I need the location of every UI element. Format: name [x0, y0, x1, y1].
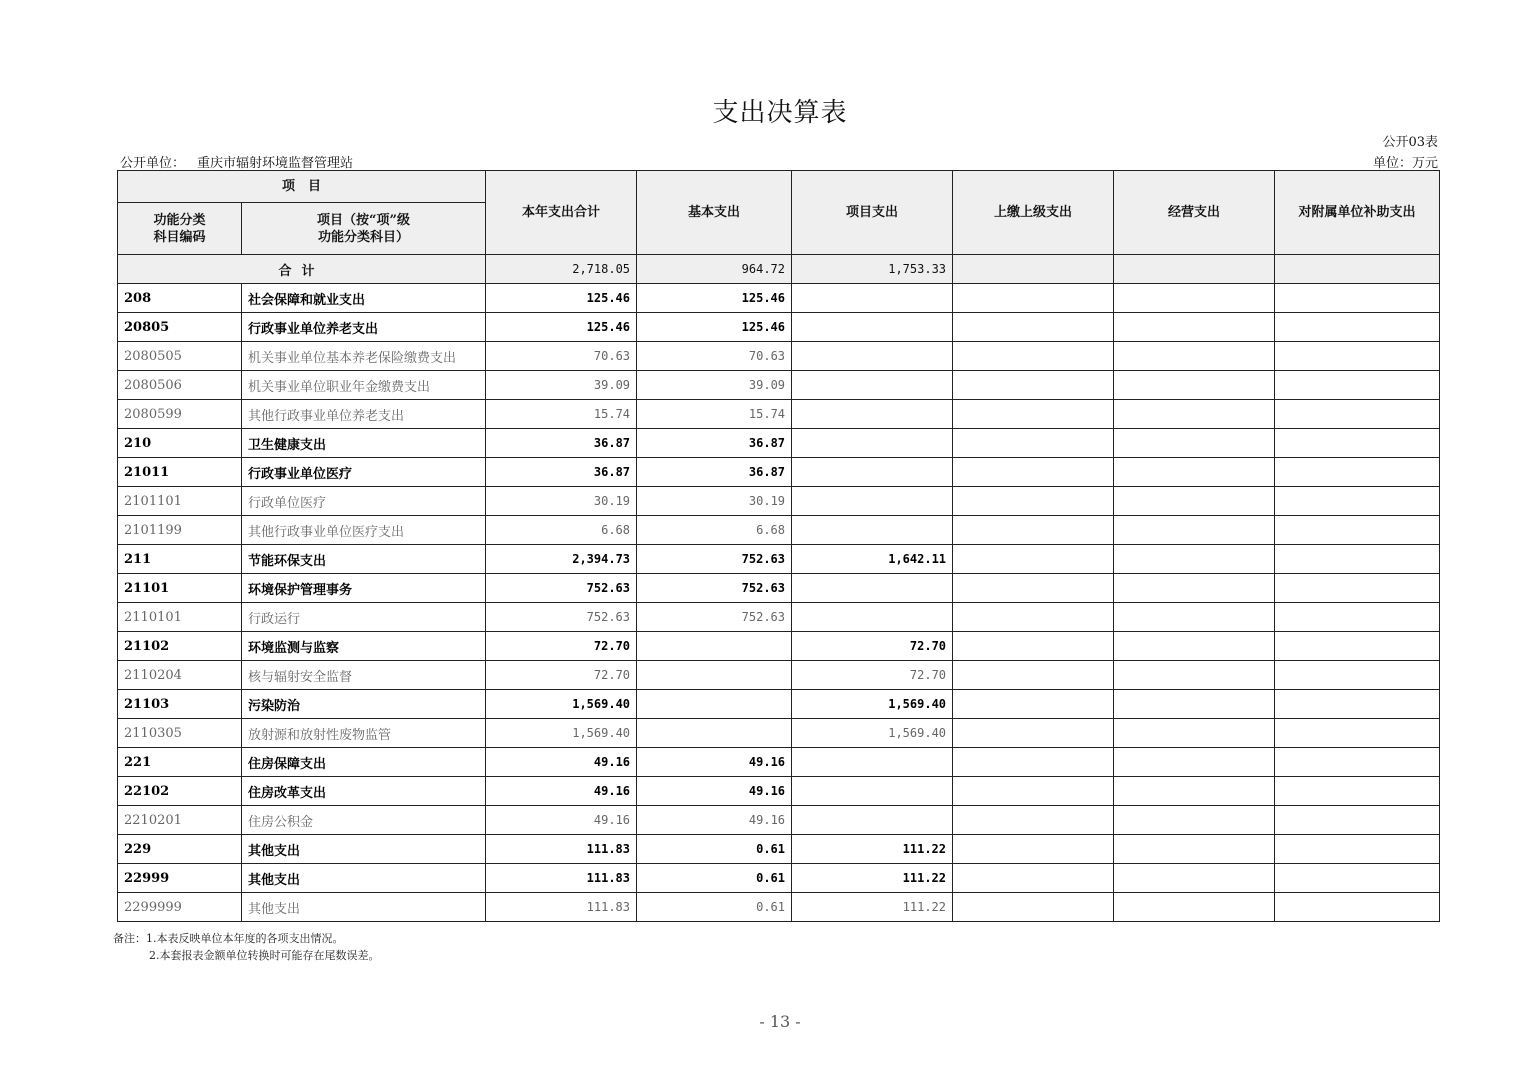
- business-cell: [1114, 893, 1275, 922]
- basic-cell: 70.63: [637, 342, 792, 371]
- total-cell: 111.83: [486, 864, 637, 893]
- table-row: [118, 777, 1440, 806]
- code-cell: 20805: [118, 313, 242, 342]
- subsidy-cell: [1275, 719, 1440, 748]
- name-cell: 行政运行: [242, 603, 486, 632]
- project-cell: [792, 516, 953, 545]
- upper-cell: [953, 690, 1114, 719]
- business-cell: [1114, 487, 1275, 516]
- note-2: 2.本套报表金额单位转换时可能存在尾数误差。: [149, 949, 380, 962]
- total-cell: 72.70: [486, 632, 637, 661]
- upper-cell: [953, 574, 1114, 603]
- project-cell: [792, 487, 953, 516]
- total-cell: 39.09: [486, 371, 637, 400]
- table-row: [118, 864, 1440, 893]
- code-cell: 210: [118, 429, 242, 458]
- subsidy-cell: [1275, 835, 1440, 864]
- project-cell: [792, 342, 953, 371]
- project-cell: [792, 458, 953, 487]
- name-cell: 机关事业单位基本养老保险缴费支出: [242, 342, 486, 371]
- upper-cell: [953, 545, 1114, 574]
- name-cell: 环境保护管理事务: [242, 574, 486, 603]
- upper-cell: [953, 371, 1114, 400]
- total-cell: 1,569.40: [486, 719, 637, 748]
- business-cell: [1114, 429, 1275, 458]
- basic-cell: [637, 632, 792, 661]
- basic-cell: 30.19: [637, 487, 792, 516]
- project-cell: [792, 748, 953, 777]
- project-cell: [792, 603, 953, 632]
- business-cell: [1114, 284, 1275, 313]
- name-cell: 节能环保支出: [242, 545, 486, 574]
- table-row: [118, 806, 1440, 835]
- table-row: [118, 284, 1440, 313]
- project-cell: 111.22: [792, 835, 953, 864]
- table-row: [118, 893, 1440, 922]
- business-cell: [1114, 313, 1275, 342]
- notes: [113, 930, 380, 964]
- project-cell: [792, 777, 953, 806]
- table-row: [118, 400, 1440, 429]
- subsidy-cell: [1275, 632, 1440, 661]
- subsidy-cell: [1275, 864, 1440, 893]
- upper-cell: [953, 400, 1114, 429]
- code-cell: 2299999: [118, 893, 242, 922]
- total-cell: 49.16: [486, 777, 637, 806]
- table-row: [118, 371, 1440, 400]
- basic-cell: [637, 690, 792, 719]
- code-cell: 2210201: [118, 806, 242, 835]
- total-cell: 111.83: [486, 835, 637, 864]
- project-cell: 1,569.40: [792, 690, 953, 719]
- project-cell: 1,642.11: [792, 545, 953, 574]
- business-cell: [1114, 603, 1275, 632]
- project-cell: [792, 574, 953, 603]
- subsidy-cell: [1275, 777, 1440, 806]
- name-cell: 环境监测与监察: [242, 632, 486, 661]
- business-cell: [1114, 661, 1275, 690]
- business-cell: [1114, 545, 1275, 574]
- upper-cell: [953, 661, 1114, 690]
- total-cell: 49.16: [486, 806, 637, 835]
- name-cell: 其他行政事业单位养老支出: [242, 400, 486, 429]
- reporting-unit: [120, 152, 353, 171]
- total-project: 1,753.33: [792, 255, 953, 284]
- subsidy-cell: [1275, 284, 1440, 313]
- basic-cell: 752.63: [637, 603, 792, 632]
- subsidy-cell: [1275, 603, 1440, 632]
- upper-cell: [953, 748, 1114, 777]
- name-cell: 行政单位医疗: [242, 487, 486, 516]
- upper-cell: [953, 719, 1114, 748]
- name-cell: 放射源和放射性废物监管: [242, 719, 486, 748]
- project-cell: 111.22: [792, 864, 953, 893]
- basic-cell: 125.46: [637, 284, 792, 313]
- code-cell: 21102: [118, 632, 242, 661]
- header-upper: 上缴上级支出: [953, 171, 1114, 255]
- table-row: [118, 835, 1440, 864]
- upper-cell: [953, 429, 1114, 458]
- total-cell: 49.16: [486, 748, 637, 777]
- table-row: [118, 487, 1440, 516]
- business-cell: [1114, 777, 1275, 806]
- header-func-name: 项目（按“项”级 功能分类科目）: [242, 203, 486, 255]
- basic-cell: 36.87: [637, 458, 792, 487]
- business-cell: [1114, 719, 1275, 748]
- note-1: 备注：1.本表反映单位本年度的各项支出情况。: [113, 932, 344, 945]
- header-project: 项 目: [118, 171, 486, 203]
- project-cell: 72.70: [792, 661, 953, 690]
- code-cell: 22102: [118, 777, 242, 806]
- basic-cell: 39.09: [637, 371, 792, 400]
- header-project-expense: 项目支出: [792, 171, 953, 255]
- project-cell: 111.22: [792, 893, 953, 922]
- subsidy-cell: [1275, 400, 1440, 429]
- total-total: 2,718.05: [486, 255, 637, 284]
- total-cell: 36.87: [486, 429, 637, 458]
- total-cell: 752.63: [486, 603, 637, 632]
- subsidy-cell: [1275, 545, 1440, 574]
- basic-cell: 15.74: [637, 400, 792, 429]
- upper-cell: [953, 313, 1114, 342]
- upper-cell: [953, 777, 1114, 806]
- total-cell: 15.74: [486, 400, 637, 429]
- upper-cell: [953, 835, 1114, 864]
- name-cell: 行政事业单位养老支出: [242, 313, 486, 342]
- subsidy-cell: [1275, 748, 1440, 777]
- code-cell: 21103: [118, 690, 242, 719]
- business-cell: [1114, 371, 1275, 400]
- upper-cell: [953, 806, 1114, 835]
- basic-cell: 0.61: [637, 835, 792, 864]
- basic-cell: 0.61: [637, 893, 792, 922]
- table-row: [118, 719, 1440, 748]
- total-cell: 125.46: [486, 284, 637, 313]
- name-cell: 污染防治: [242, 690, 486, 719]
- page-number: - 13 -: [759, 1012, 801, 1031]
- reporting-unit-label: 公开单位：: [120, 156, 186, 171]
- currency-unit: 单位：万元: [1372, 156, 1438, 171]
- business-cell: [1114, 690, 1275, 719]
- header-subsidy: 对附属单位补助支出: [1275, 171, 1440, 255]
- total-cell: 70.63: [486, 342, 637, 371]
- code-cell: 21101: [118, 574, 242, 603]
- basic-cell: 49.16: [637, 777, 792, 806]
- subsidy-cell: [1275, 487, 1440, 516]
- subsidy-cell: [1275, 806, 1440, 835]
- upper-cell: [953, 632, 1114, 661]
- code-cell: 2101101: [118, 487, 242, 516]
- name-cell: 住房保障支出: [242, 748, 486, 777]
- business-cell: [1114, 835, 1275, 864]
- subsidy-cell: [1275, 574, 1440, 603]
- total-cell: 36.87: [486, 458, 637, 487]
- business-cell: [1114, 748, 1275, 777]
- upper-cell: [953, 893, 1114, 922]
- form-number: 公开03表: [1382, 135, 1438, 150]
- subsidy-cell: [1275, 458, 1440, 487]
- table-row: [118, 458, 1440, 487]
- business-cell: [1114, 458, 1275, 487]
- code-cell: 2080599: [118, 400, 242, 429]
- business-cell: [1114, 342, 1275, 371]
- basic-cell: 6.68: [637, 516, 792, 545]
- subsidy-cell: [1275, 690, 1440, 719]
- code-cell: 2110305: [118, 719, 242, 748]
- table-row: [118, 516, 1440, 545]
- total-business: [1114, 255, 1275, 284]
- subsidy-cell: [1275, 342, 1440, 371]
- total-cell: 30.19: [486, 487, 637, 516]
- project-cell: 1,569.40: [792, 719, 953, 748]
- table-row: [118, 429, 1440, 458]
- project-cell: [792, 371, 953, 400]
- table-row: [118, 574, 1440, 603]
- business-cell: [1114, 806, 1275, 835]
- upper-cell: [953, 458, 1114, 487]
- table-row: [118, 690, 1440, 719]
- upper-cell: [953, 603, 1114, 632]
- code-cell: 2110101: [118, 603, 242, 632]
- subsidy-cell: [1275, 516, 1440, 545]
- expenditure-table: [117, 170, 1440, 922]
- total-cell: 6.68: [486, 516, 637, 545]
- header-func-code: 功能分类 科目编码: [118, 203, 242, 255]
- upper-cell: [953, 487, 1114, 516]
- code-cell: 2101199: [118, 516, 242, 545]
- name-cell: 核与辐射安全监督: [242, 661, 486, 690]
- code-cell: 221: [118, 748, 242, 777]
- total-cell: 752.63: [486, 574, 637, 603]
- header-business: 经营支出: [1114, 171, 1275, 255]
- name-cell: 住房改革支出: [242, 777, 486, 806]
- total-row: [118, 255, 1440, 284]
- table-row: [118, 313, 1440, 342]
- total-label: 合计: [118, 255, 486, 284]
- header-total: 本年支出合计: [486, 171, 637, 255]
- name-cell: 卫生健康支出: [242, 429, 486, 458]
- project-cell: [792, 313, 953, 342]
- table-row: [118, 748, 1440, 777]
- basic-cell: 36.87: [637, 429, 792, 458]
- upper-cell: [953, 516, 1114, 545]
- basic-cell: 49.16: [637, 806, 792, 835]
- total-subsidy: [1275, 255, 1440, 284]
- subsidy-cell: [1275, 661, 1440, 690]
- code-cell: 2110204: [118, 661, 242, 690]
- business-cell: [1114, 632, 1275, 661]
- business-cell: [1114, 864, 1275, 893]
- code-cell: 21011: [118, 458, 242, 487]
- basic-cell: 752.63: [637, 545, 792, 574]
- basic-cell: [637, 719, 792, 748]
- business-cell: [1114, 400, 1275, 429]
- project-cell: [792, 429, 953, 458]
- total-upper: [953, 255, 1114, 284]
- code-cell: 22999: [118, 864, 242, 893]
- name-cell: 其他支出: [242, 893, 486, 922]
- name-cell: 其他支出: [242, 835, 486, 864]
- code-cell: 208: [118, 284, 242, 313]
- table-row: [118, 661, 1440, 690]
- project-cell: 72.70: [792, 632, 953, 661]
- page-title: 支出决算表: [712, 98, 848, 128]
- total-cell: 111.83: [486, 893, 637, 922]
- subsidy-cell: [1275, 893, 1440, 922]
- basic-cell: 125.46: [637, 313, 792, 342]
- upper-cell: [953, 342, 1114, 371]
- subsidy-cell: [1275, 429, 1440, 458]
- header-basic: 基本支出: [637, 171, 792, 255]
- code-cell: 2080506: [118, 371, 242, 400]
- code-cell: 229: [118, 835, 242, 864]
- project-cell: [792, 806, 953, 835]
- total-cell: 2,394.73: [486, 545, 637, 574]
- name-cell: 行政事业单位医疗: [242, 458, 486, 487]
- name-cell: 机关事业单位职业年金缴费支出: [242, 371, 486, 400]
- table-row: [118, 342, 1440, 371]
- subsidy-cell: [1275, 371, 1440, 400]
- basic-cell: 0.61: [637, 864, 792, 893]
- code-cell: 2080505: [118, 342, 242, 371]
- upper-cell: [953, 864, 1114, 893]
- subsidy-cell: [1275, 313, 1440, 342]
- table-row: [118, 632, 1440, 661]
- project-cell: [792, 400, 953, 429]
- total-basic: 964.72: [637, 255, 792, 284]
- total-cell: 125.46: [486, 313, 637, 342]
- reporting-unit-name: 重庆市辐射环境监督管理站: [197, 156, 354, 171]
- name-cell: 住房公积金: [242, 806, 486, 835]
- basic-cell: 752.63: [637, 574, 792, 603]
- total-cell: 72.70: [486, 661, 637, 690]
- code-cell: 211: [118, 545, 242, 574]
- project-cell: [792, 284, 953, 313]
- table-row: [118, 603, 1440, 632]
- basic-cell: 49.16: [637, 748, 792, 777]
- name-cell: 社会保障和就业支出: [242, 284, 486, 313]
- total-cell: 1,569.40: [486, 690, 637, 719]
- business-cell: [1114, 516, 1275, 545]
- upper-cell: [953, 284, 1114, 313]
- basic-cell: [637, 661, 792, 690]
- name-cell: 其他行政事业单位医疗支出: [242, 516, 486, 545]
- business-cell: [1114, 574, 1275, 603]
- table-row: [118, 545, 1440, 574]
- name-cell: 其他支出: [242, 864, 486, 893]
